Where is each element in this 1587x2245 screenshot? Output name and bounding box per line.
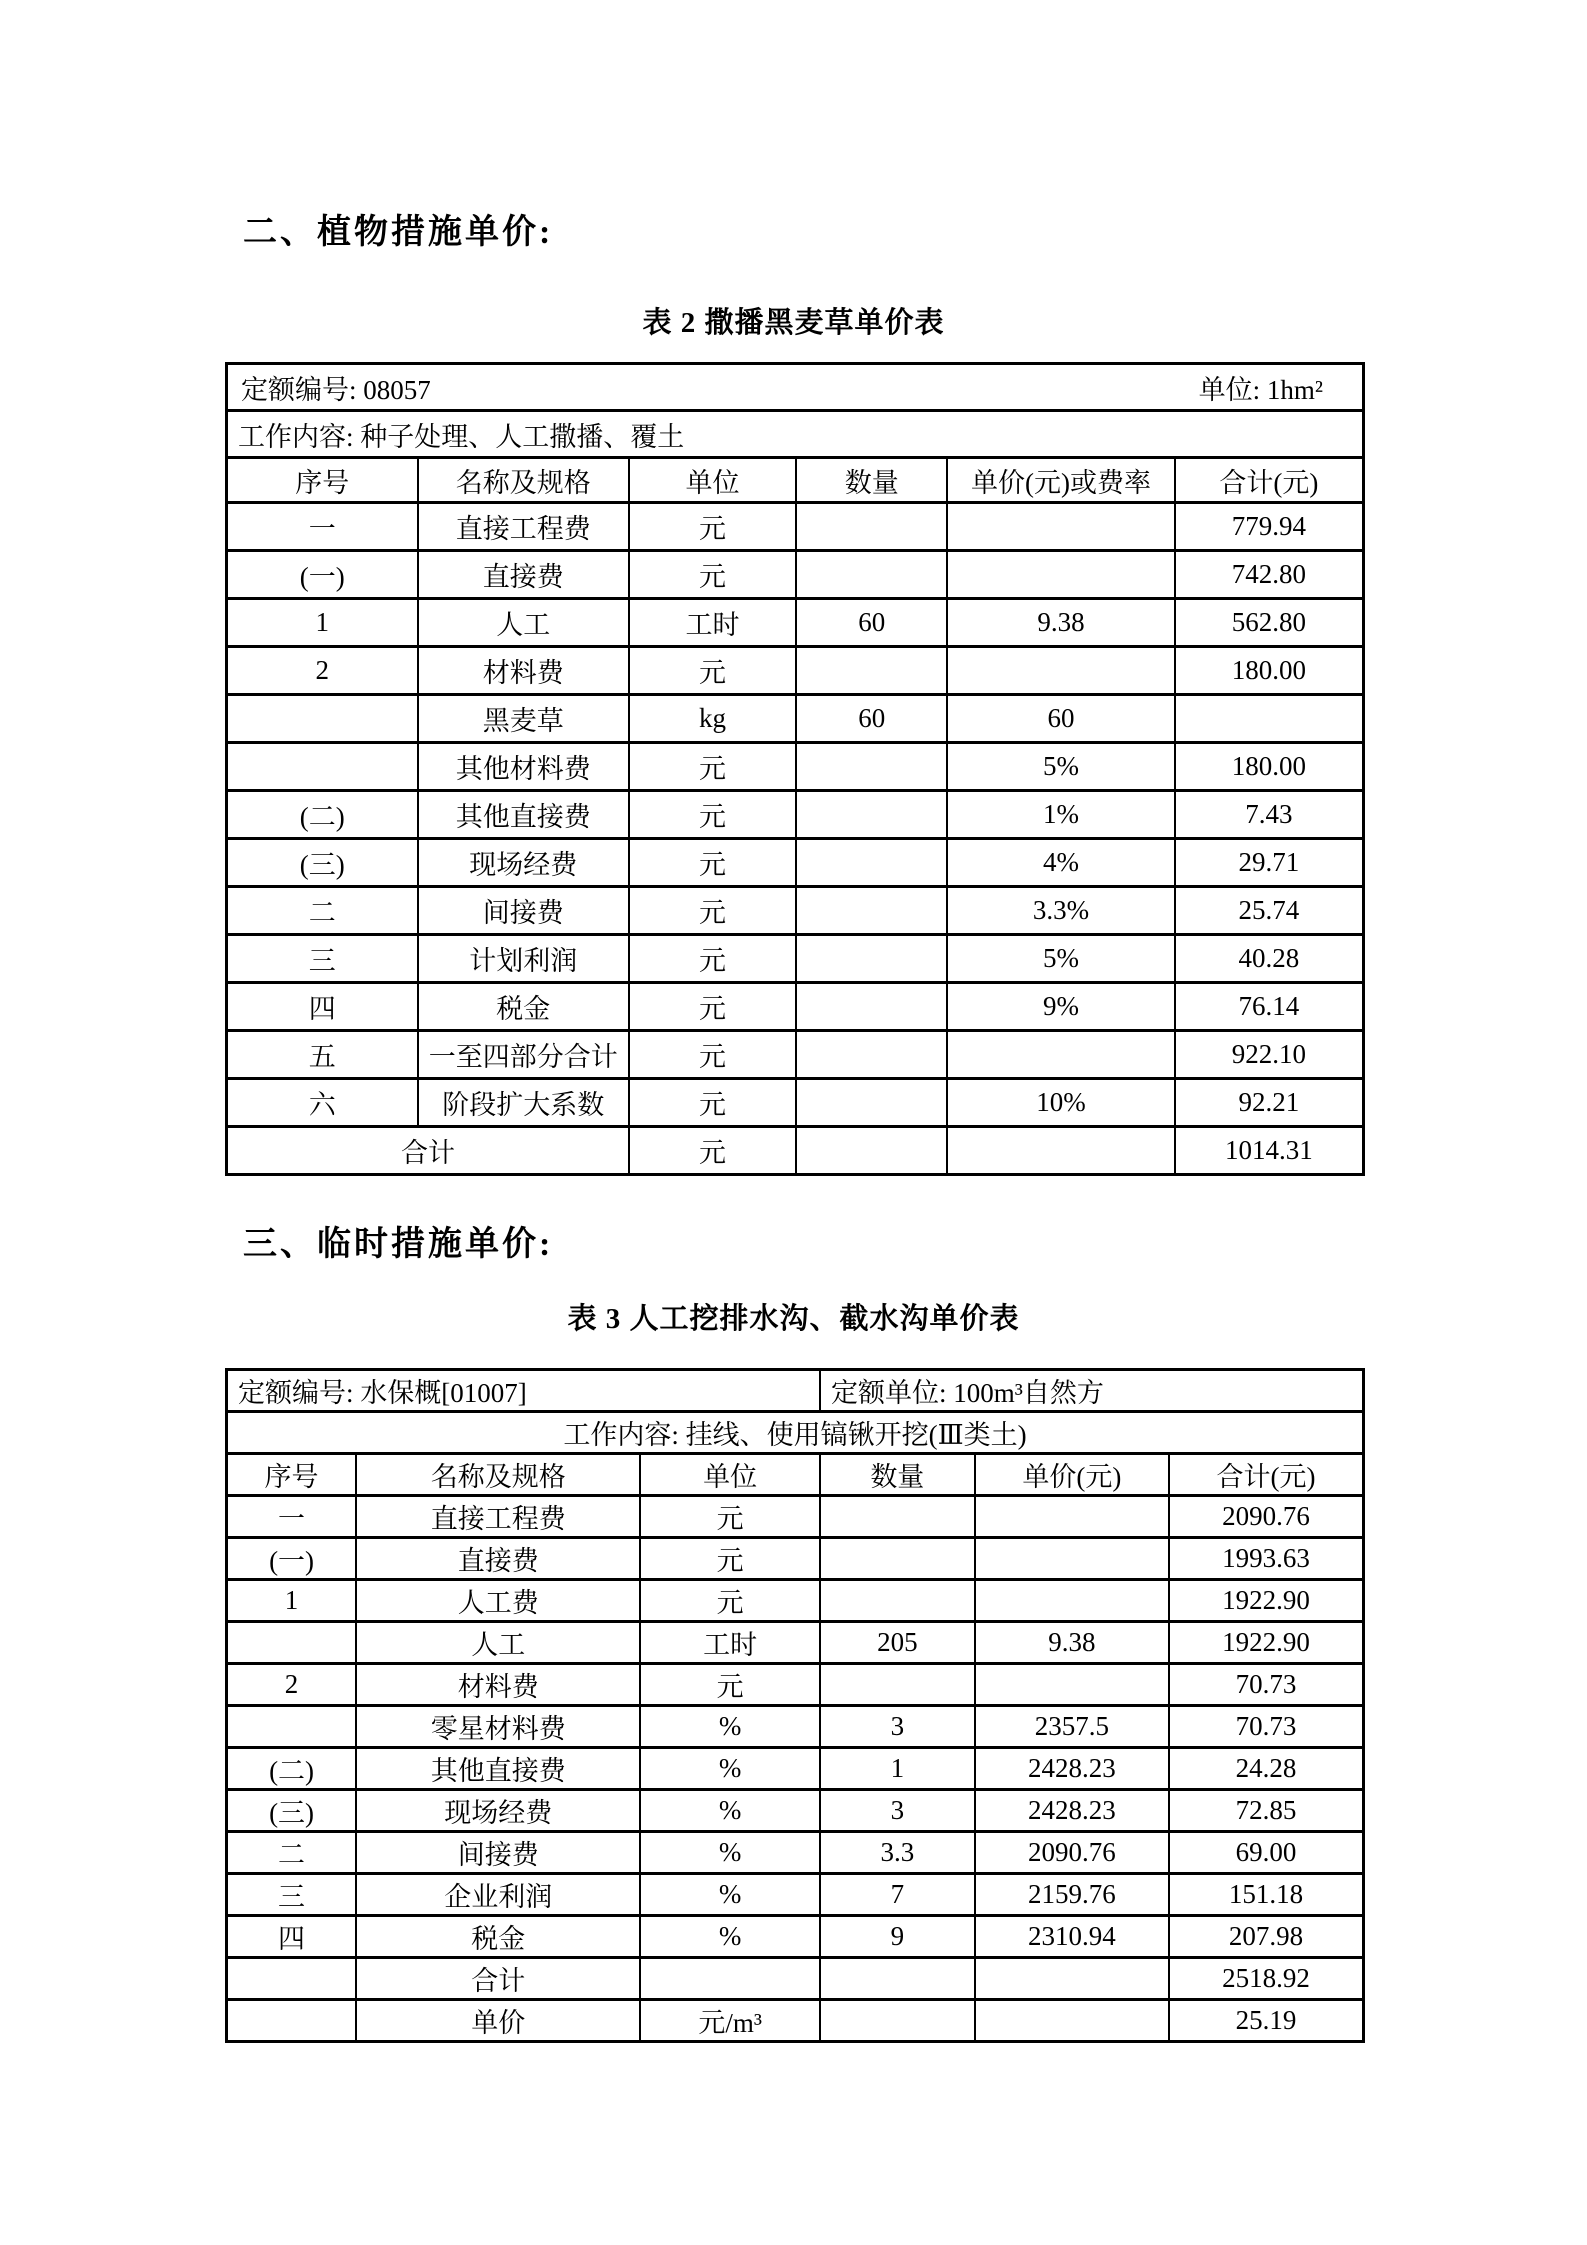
table-cell: 直接费 [418,551,629,599]
table-cell: 人工 [418,599,629,647]
table-cell: 151.18 [1169,1874,1363,1916]
table-cell: 元 [629,935,796,983]
table-cell: 元 [629,1127,796,1175]
table-cell [975,1496,1169,1538]
table-cell [227,1706,357,1748]
table-cell [227,695,418,743]
table-cell [796,1127,947,1175]
table-cell [796,983,947,1031]
table-cell [227,1622,357,1664]
table-cell: 25.74 [1175,887,1364,935]
table-cell: 3.3% [947,887,1174,935]
column-header: 序号 [227,458,418,503]
table3-title: 表 3 人工挖排水沟、截水沟单价表 [567,1303,1020,1335]
table-cell: 间接费 [356,1832,640,1874]
table2-body [227,503,1364,1175]
table-cell: 人工 [356,1622,640,1664]
table-cell [796,887,947,935]
table-cell: 三 [227,1874,357,1916]
table-cell: 元 [640,1496,820,1538]
table-row [227,983,1364,1031]
table-cell [820,1958,975,2000]
table-cell: kg [629,695,796,743]
table-cell: (二) [227,791,418,839]
table-cell: % [640,1832,820,1874]
table-row [227,551,1364,599]
table-cell: 元 [629,791,796,839]
table-cell: 黑麦草 [418,695,629,743]
quota-number-row [227,1370,1364,1412]
column-header: 序号 [227,1454,357,1496]
table-cell: % [640,1916,820,1958]
header-row [227,1454,1364,1496]
table-row [227,599,1364,647]
table-cell: 一 [227,503,418,551]
table-cell: 2428.23 [975,1790,1169,1832]
header-row [227,458,1364,503]
table-cell: 阶段扩大系数 [418,1079,629,1127]
table-cell [975,1958,1169,2000]
unit-label: 单位: 1hm² [1198,374,1323,405]
table-cell: 1922.90 [1169,1622,1363,1664]
column-header: 单位 [629,458,796,503]
table-cell: 元 [629,1079,796,1127]
table-cell: 2518.92 [1169,1958,1363,2000]
table-cell: 1% [947,791,1174,839]
quota-number-label: 定额编号: 08057 [241,374,431,405]
table-row [227,1079,1364,1127]
table-cell: % [640,1706,820,1748]
table-cell: 24.28 [1169,1748,1363,1790]
table-row [227,839,1364,887]
table-cell [227,1958,357,2000]
table-row [227,695,1364,743]
table-cell: 7.43 [1175,791,1364,839]
table-cell: (三) [227,839,418,887]
table-cell [796,935,947,983]
section-heading-temporary-measures: 三、临时措施单价: [243,1226,554,1263]
table-cell: 69.00 [1169,1832,1363,1874]
table-cell [796,647,947,695]
table-cell: 人工费 [356,1580,640,1622]
table-cell: 3 [820,1706,975,1748]
table-cell: 25.19 [1169,2000,1363,2042]
table-cell: 二 [227,1832,357,1874]
table-cell: 922.10 [1175,1031,1364,1079]
table-cell: 2159.76 [975,1874,1169,1916]
table-cell: 10% [947,1079,1174,1127]
table-cell: 3.3 [820,1832,975,1874]
table-cell: 元 [629,503,796,551]
table-cell [820,1496,975,1538]
table-cell [820,1664,975,1706]
work-content-cell: 工作内容: 种子处理、人工撒播、覆土 [227,411,1364,458]
table-cell: 计划利润 [418,935,629,983]
quota-number-row [227,364,1364,411]
table-cell: 现场经费 [418,839,629,887]
table-cell [947,647,1174,695]
table-cell: 元 [629,647,796,695]
table-cell: 70.73 [1169,1706,1363,1748]
table-cell: 2 [227,647,418,695]
table-cell [640,1958,820,2000]
table-cell: 直接工程费 [418,503,629,551]
table-cell: 4% [947,839,1174,887]
table-cell [947,551,1174,599]
table-cell: 元 [640,1580,820,1622]
table-cell [820,2000,975,2042]
table-cell: 9.38 [947,599,1174,647]
table-cell: 1 [820,1748,975,1790]
table-cell: 元 [629,983,796,1031]
table-cell: 60 [947,695,1174,743]
table-cell: 二 [227,887,418,935]
table-cell: 180.00 [1175,647,1364,695]
table-row [227,1031,1364,1079]
table-row [227,1706,1364,1748]
table-cell: 税金 [356,1916,640,1958]
table-cell: 779.94 [1175,503,1364,551]
table-cell: 9 [820,1916,975,1958]
quota-unit-cell: 定额单位: 100m³自然方 [820,1370,1364,1412]
table-cell [796,743,947,791]
work-content-cell: 工作内容: 挂线、使用镐锹开挖(Ⅲ类土) [227,1412,1364,1454]
table-cell [796,1031,947,1079]
table-row [227,791,1364,839]
table-cell [796,1079,947,1127]
table-cell [820,1538,975,1580]
table-cell: 企业利润 [356,1874,640,1916]
column-header: 单位 [640,1454,820,1496]
section-heading-plant-measures: 二、植物措施单价: [243,214,554,251]
column-header: 单价(元) [975,1454,1169,1496]
work-content-row [227,411,1364,458]
table-cell: 工时 [629,599,796,647]
table-cell [796,839,947,887]
table-cell: 元 [629,887,796,935]
table-cell [975,1538,1169,1580]
table-cell: 205 [820,1622,975,1664]
table-cell: 3 [820,1790,975,1832]
table-cell: 其他直接费 [418,791,629,839]
table-cell: 合计 [356,1958,640,2000]
table-cell: 2428.23 [975,1748,1169,1790]
table-row [227,503,1364,551]
table-cell: 合计 [227,1127,629,1175]
ryegrass-unit-price-table [225,362,1365,1176]
table-cell: 元 [629,743,796,791]
table-cell: 60 [796,695,947,743]
table-cell: 其他直接费 [356,1748,640,1790]
table-cell: 其他材料费 [418,743,629,791]
table-cell: 一至四部分合计 [418,1031,629,1079]
table-cell [947,1127,1174,1175]
table-cell: 一 [227,1496,357,1538]
table-cell: (二) [227,1748,357,1790]
table-cell: 1 [227,1580,357,1622]
table-cell: 零星材料费 [356,1706,640,1748]
table-row [227,743,1364,791]
table-cell: (三) [227,1790,357,1832]
column-header: 合计(元) [1169,1454,1363,1496]
table-cell: 直接费 [356,1538,640,1580]
table-cell: 70.73 [1169,1664,1363,1706]
table-cell: 1922.90 [1169,1580,1363,1622]
table-cell [947,1031,1174,1079]
table-cell: 562.80 [1175,599,1364,647]
table-cell [227,2000,357,2042]
table-cell: (一) [227,551,418,599]
table-cell: 40.28 [1175,935,1364,983]
table-cell: 1 [227,599,418,647]
table-row [227,887,1364,935]
table-cell: 四 [227,1916,357,1958]
table-cell: 直接工程费 [356,1496,640,1538]
table-row [227,1580,1364,1622]
table-cell: 元 [629,551,796,599]
table-row [227,1874,1364,1916]
table-cell [796,791,947,839]
table-cell: 2090.76 [975,1832,1169,1874]
table-cell: 六 [227,1079,418,1127]
column-header: 合计(元) [1175,458,1364,503]
table-cell: 材料费 [418,647,629,695]
table-cell [820,1580,975,1622]
table-cell: 三 [227,935,418,983]
table-cell: 元 [629,1031,796,1079]
table-row [227,1538,1364,1580]
table-cell [796,503,947,551]
table-row [227,1790,1364,1832]
table-row [227,1916,1364,1958]
table-cell: 29.71 [1175,839,1364,887]
table-cell: 2357.5 [975,1706,1169,1748]
table-cell: 元 [629,839,796,887]
table-cell: 60 [796,599,947,647]
table-row [227,1496,1364,1538]
table-cell [1175,695,1364,743]
column-header: 单价(元)或费率 [947,458,1174,503]
table-cell [975,2000,1169,2042]
table-cell: 五 [227,1031,418,1079]
table-cell: 间接费 [418,887,629,935]
table2-title: 表 2 撒播黑麦草单价表 [642,307,945,339]
table-cell: 5% [947,743,1174,791]
table-cell [796,551,947,599]
table-cell: % [640,1748,820,1790]
column-header: 名称及规格 [356,1454,640,1496]
table-cell: 工时 [640,1622,820,1664]
table-row [227,2000,1364,2042]
column-header: 名称及规格 [418,458,629,503]
table-cell: 207.98 [1169,1916,1363,1958]
table-row [227,1622,1364,1664]
table-cell: % [640,1790,820,1832]
drainage-ditch-unit-price-table [225,1368,1365,2043]
table-cell: (一) [227,1538,357,1580]
table-cell [947,503,1174,551]
table-cell: 元/m³ [640,2000,820,2042]
table-cell: 单价 [356,2000,640,2042]
table3-body [227,1496,1364,2042]
work-content-row [227,1412,1364,1454]
table-row [227,935,1364,983]
quota-number-cell [227,364,1364,411]
table-cell: 180.00 [1175,743,1364,791]
table-cell: 元 [640,1538,820,1580]
table-cell: 72.85 [1169,1790,1363,1832]
column-header: 数量 [820,1454,975,1496]
table-cell: 元 [640,1664,820,1706]
table-cell: 76.14 [1175,983,1364,1031]
table-cell: 四 [227,983,418,1031]
quota-number-split [231,368,1359,407]
table-cell [975,1664,1169,1706]
quota-number-cell: 定额编号: 水保概[01007] [227,1370,821,1412]
table-cell: 742.80 [1175,551,1364,599]
table-cell [975,1580,1169,1622]
table-cell: 1993.63 [1169,1538,1363,1580]
table-cell: 9.38 [975,1622,1169,1664]
column-header: 数量 [796,458,947,503]
table-cell: 现场经费 [356,1790,640,1832]
table-cell: 2090.76 [1169,1496,1363,1538]
table-row [227,1958,1364,2000]
table-row [227,647,1364,695]
table-cell: 5% [947,935,1174,983]
table-cell: 1014.31 [1175,1127,1364,1175]
table-row [227,1832,1364,1874]
table-row [227,1664,1364,1706]
table-row [227,1748,1364,1790]
table-cell: 7 [820,1874,975,1916]
table-cell: 92.21 [1175,1079,1364,1127]
table-cell: 2 [227,1664,357,1706]
table-row [227,1127,1364,1175]
table-cell: 9% [947,983,1174,1031]
table-cell: 税金 [418,983,629,1031]
table-cell: 材料费 [356,1664,640,1706]
table-cell [227,743,418,791]
table-cell: 2310.94 [975,1916,1169,1958]
table-cell: % [640,1874,820,1916]
